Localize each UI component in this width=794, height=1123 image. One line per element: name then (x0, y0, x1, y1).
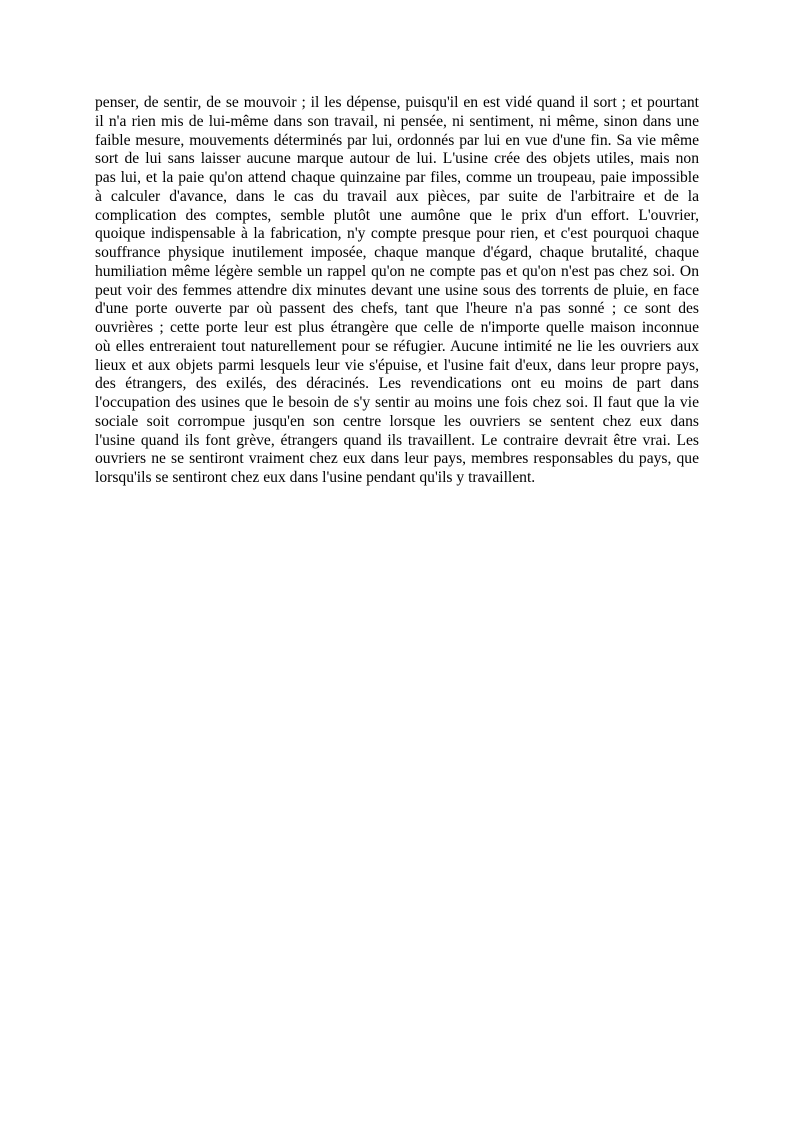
text-line: il n'a rien mis de lui-même dans son travail, ni pensée, ni sentiment, ni même, sinon dans une (95, 112, 699, 130)
text-line: sort de lui sans laisser aucune marque autour de lui. L'usine crée des objets utiles, mais non (95, 150, 699, 168)
text-line: des étrangers, des exilés, des déracinés. Les revendications ont eu moins de part dans (95, 375, 699, 393)
text-line: lieux et aux objets parmi lesquels leur vie s'épuise, et l'usine fait d'eux, dans leur propre pays, (95, 356, 699, 374)
text-line: quoique indispensable à la fabrication, n'y compte presque pour rien, et c'est pourquoi chaque (95, 225, 699, 243)
text-line: sociale soit corrompue jusqu'en son centre lorsque les ouvriers se sentent chez eux dans (95, 412, 699, 430)
text-line: l'usine quand ils font grève, étrangers quand ils travaillent. Le contraire devrait être vrai. Les (95, 431, 699, 449)
text-line: ouvriers ne se sentiront vraiment chez eux dans leur pays, membres responsables du pays, que (95, 450, 699, 468)
text-line: souffrance physique inutilement imposée, chaque manque d'égard, chaque brutalité, chaque (95, 244, 699, 261)
text-line: penser, de sentir, de se mouvoir ; il les dépense, puisqu'il en est vidé quand il sort ; et pourtant (95, 94, 699, 111)
text-line: peut voir des femmes attendre dix minutes devant une usine sous des torrents de pluie, en face (95, 281, 699, 299)
text-line: d'une porte ouverte par où passent des chefs, tant que l'heure n'a pas sonné ; ce sont des (95, 300, 699, 318)
text-line: à calculer d'avance, dans le cas du travail aux pièces, par suite de l'arbitraire et de la (95, 187, 699, 205)
text-line: pas lui, et la paie qu'on attend chaque quinzaine par files, comme un troupeau, paie impossible (95, 169, 699, 186)
text-line: humiliation même légère semble un rappel qu'on ne compte pas et qu'on n'est pas chez soi. On (95, 262, 699, 280)
text-line: ouvrières ; cette porte leur est plus étrangère que celle de n'importe quelle maison inconnue (95, 319, 699, 336)
text-line-last: lorsqu'ils se sentiront chez eux dans l'usine pendant qu'ils y travaillent. (95, 469, 536, 486)
text-line: où elles entreraient tout naturellement pour se réfugier. Aucune intimité ne lie les ouvriers aux (95, 337, 699, 355)
text-line: l'occupation des usines que le besoin de s'y sentir au moins une fois chez soi. Il faut que la vie (95, 394, 699, 411)
text-line: faible mesure, mouvements déterminés par lui, ordonnés par lui en vue d'une fin. Sa vie même (95, 131, 699, 149)
body-paragraph (95, 94, 699, 488)
text-line: complication des comptes, semble plutôt une aumône que le prix d'un effort. L'ouvrier, (95, 206, 699, 224)
